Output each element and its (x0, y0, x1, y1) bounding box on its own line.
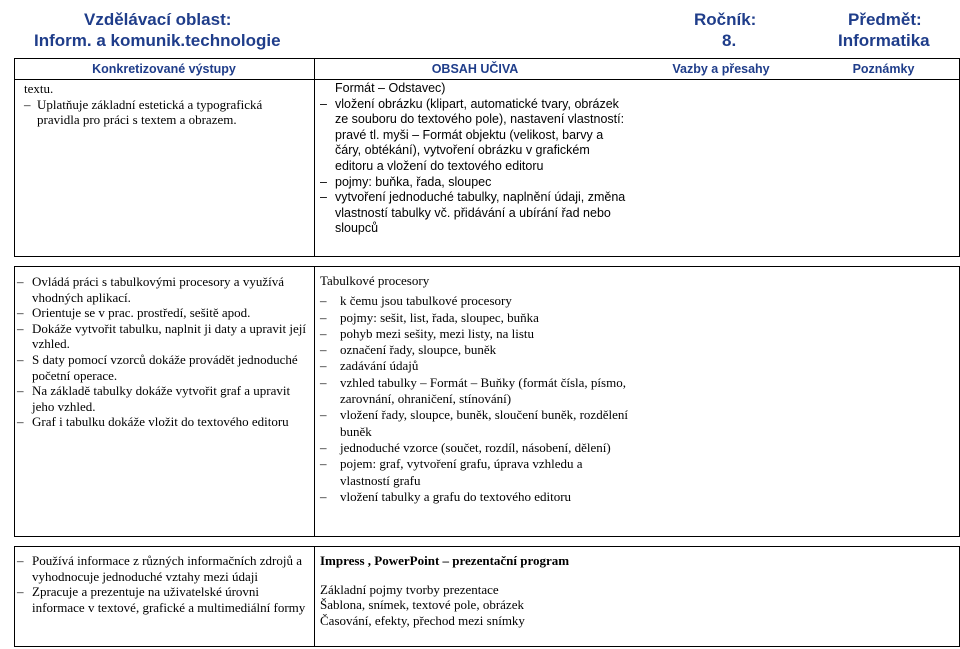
table-top-border (14, 58, 960, 59)
content-title: Tabulkové procesory (320, 273, 430, 288)
outcome-item: – Zpracuje a prezentuje na uživatelské úrovni informace v textové, grafické a multimediální formy (17, 584, 307, 615)
grade-value: 8. (722, 31, 737, 50)
subject-label: Předmět: (848, 10, 922, 29)
content-item: – vytvoření jednoduché tabulky, naplnění údaji, změna vlastností tabulky vč. přidávání a ubírání řad nebo sloupců (320, 190, 628, 237)
row1-content (320, 81, 628, 237)
subject-value: Informatika (838, 31, 930, 50)
row3-top-border (14, 546, 960, 547)
content-item: – jednoduché vzorce (součet, rozdíl, násobení, dělení) (320, 440, 630, 456)
content-line: Šablona, snímek, textové pole, obrázek (320, 597, 524, 613)
content-title: Impress , PowerPoint – prezentační program (320, 553, 570, 568)
content-item: – vložení obrázku (klipart, automatické tvary, obrázek ze souboru do textového pole), nastavení vlastností: pravé tl. myši – Formát objektu (velikost, barvy a čáry, obtékání), vytvoření obrázku v grafickém editoru a vložení do textového editoru (320, 97, 628, 175)
content-item: – zadávání údajů (320, 358, 630, 374)
grade-label: Ročník: (694, 10, 757, 29)
outcome-item: – Na základě tabulky dokáže vytvořit graf a upravit jeho vzhled. (17, 383, 307, 414)
row3-outcomes (17, 553, 307, 615)
content-item: – pohyb mezi sešity, mezi listy, na listu (320, 326, 630, 342)
content-line: Časování, efekty, přechod mezi snímky (320, 612, 525, 628)
content-item: – vzhled tabulky – Formát – Buňky (formát čísla, písmo, zarovnání, ohraničení, stínování) (320, 375, 630, 408)
column-header-content: OBSAH UČIVA (431, 62, 519, 76)
divider-outcomes-content-row2 (314, 266, 315, 537)
table-bottom-border (14, 646, 960, 647)
row1-outcomes (24, 81, 304, 128)
row2-top-border (14, 266, 960, 267)
row2-content (320, 273, 630, 505)
row3-content (320, 553, 640, 628)
left-border-row2 (14, 266, 15, 537)
divider-outcomes-content-row3 (314, 546, 315, 647)
content-text: Formát – Odstavec) (335, 81, 446, 95)
content-item: – vložení tabulky a grafu do textového editoru (320, 489, 630, 505)
column-header-outcomes: Konkretizované výstupy (92, 62, 236, 76)
row2-outcomes (17, 274, 307, 430)
area-value: Inform. a komunik.technologie (34, 31, 281, 50)
outcome-item: – Graf i tabulku dokáže vložit do textového editoru (17, 414, 307, 430)
row1-bottom-border (14, 256, 960, 257)
content-item: – vložení řady, sloupce, buněk, sloučení buněk, rozdělení buněk (320, 407, 630, 440)
outcome-item: – Uplatňuje základní estetická a typografická pravidla pro práci s textem a obrazem. (24, 97, 304, 128)
divider-outcomes-content-row1 (314, 58, 315, 257)
outcome-item: – Používá informace z různých informačních zdrojů a vyhodnocuje jednoduché vztahy mezi údaji (17, 553, 307, 584)
left-border-row3 (14, 546, 15, 647)
left-border-row1 (14, 58, 15, 257)
outcome-text: textu. (24, 81, 54, 96)
column-header-notes: Poznámky (852, 62, 915, 76)
area-label: Vzdělávací oblast: (84, 10, 232, 29)
header-divider (14, 79, 960, 80)
outcome-item: – S daty pomocí vzorců dokáže provádět jednoduché početní operace. (17, 352, 307, 383)
outcome-item: – Ovládá práci s tabulkovými procesory a využívá vhodných aplikací. (17, 274, 307, 305)
content-item: – označení řady, sloupce, buněk (320, 342, 630, 358)
outcome-item: – Dokáže vytvořit tabulku, naplnit ji daty a upravit její vzhled. (17, 321, 307, 352)
content-item: – pojmy: buňka, řada, sloupec (320, 175, 628, 191)
content-item: – k čemu jsou tabulkové procesory (320, 293, 630, 309)
content-line: Základní pojmy tvorby prezentace (320, 581, 499, 597)
column-header-relations: Vazby a přesahy (672, 62, 770, 76)
content-item: – pojmy: sešit, list, řada, sloupec, buňka (320, 310, 630, 326)
outcome-item: – Orientuje se v prac. prostředí, sešitě apod. (17, 305, 307, 321)
row2-bottom-border (14, 536, 960, 537)
content-item: – pojem: graf, vytvoření grafu, úprava vzhledu a vlastností grafu (320, 456, 630, 489)
